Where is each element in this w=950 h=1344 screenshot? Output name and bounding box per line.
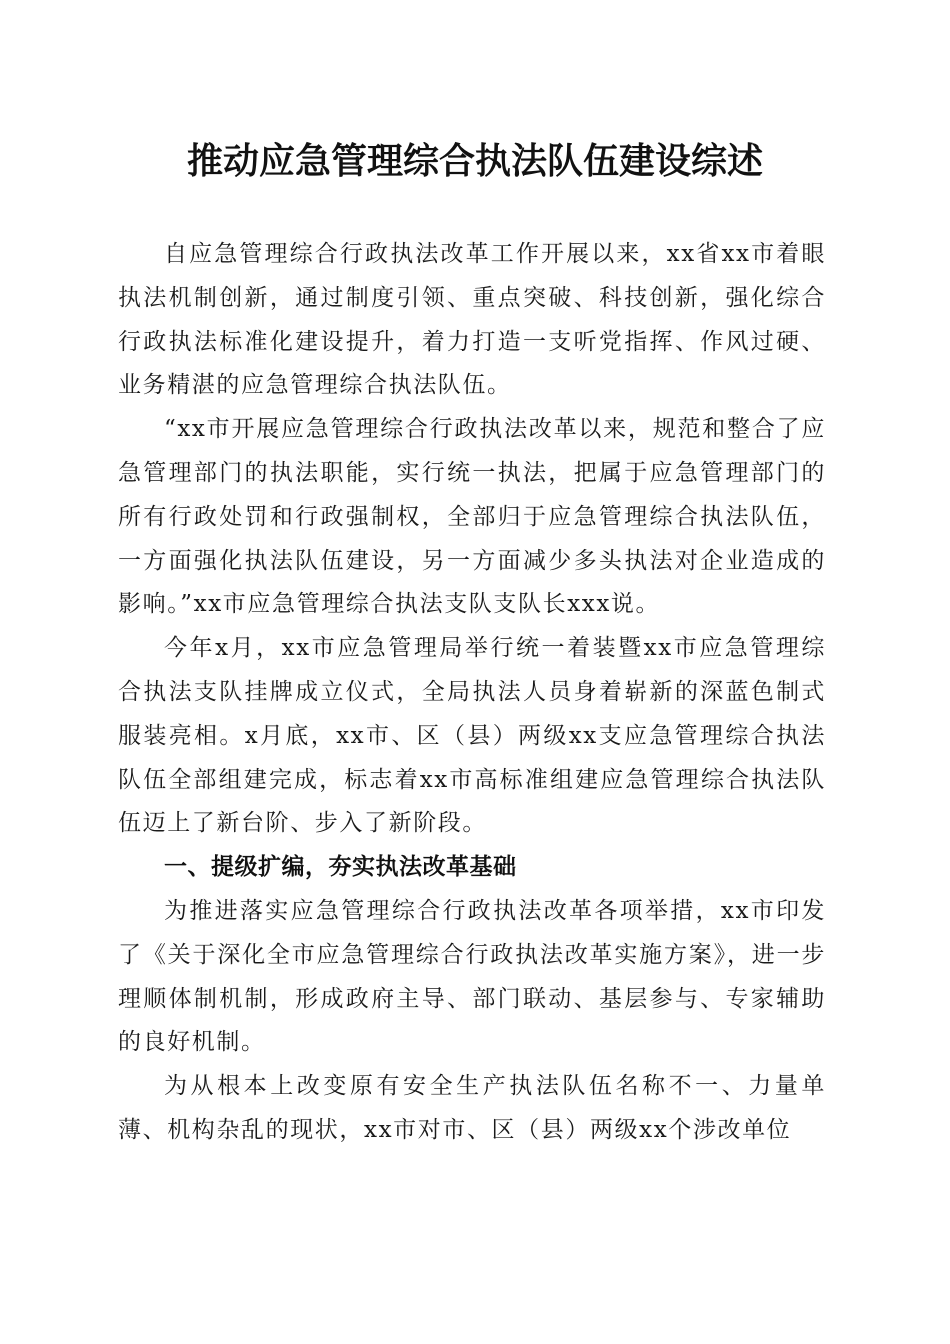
body-paragraph: 自应急管理综合行政执法改革工作开展以来，xx省xx市着眼执法机制创新，通过制度引领、重点突破、科技创新，强化综合行政执法标准化建设提升，着力打造一支听党指挥、作风过硬、业务精湛的应急管理综合执法队伍。 xyxy=(118,241,826,399)
section-heading: 一、提级扩编，夯实执法改革基础 xyxy=(164,854,517,881)
body-paragraph: 为从根本上改变原有安全生产执法队伍名称不一、力量单薄、机构杂乱的现状，xx市对市、区（县）两级xx个涉改单位 xyxy=(118,1073,826,1143)
body-paragraph: 为推进落实应急管理综合行政执法改革各项举措，xx市印发了《关于深化全市应急管理综合行政执法改革实施方案》，进一步理顺体制机制，形成政府主导、部门联动、基层参与、专家辅助的良好机制。 xyxy=(118,897,826,1056)
body-paragraph: 今年x月，xx市应急管理局举行统一着装暨xx市应急管理综合执法支队挂牌成立仪式，全局执法人员身着崭新的深蓝色制式服装亮相。x月底，xx市、区（县）两级xx支应急管理综合执法队伍全部组建完成，标志着xx市高标准组建应急管理综合执法队伍迈上了新台阶、步入了新阶段。 xyxy=(118,635,826,837)
body-paragraph: “xx市开展应急管理综合行政执法改革以来，规范和整合了应急管理部门的执法职能，实行统一执法，把属于应急管理部门的所有行政处罚和行政强制权，全部归于应急管理综合执法队伍，一方面强化执法队伍建设，另一方面减少多头执法对企业造成的影响。”xx市应急管理综合执法支队支队长xxx说。 xyxy=(118,416,826,618)
document-body xyxy=(118,233,826,1153)
document-title: 推动应急管理综合执法队伍建设综述 xyxy=(186,140,763,182)
